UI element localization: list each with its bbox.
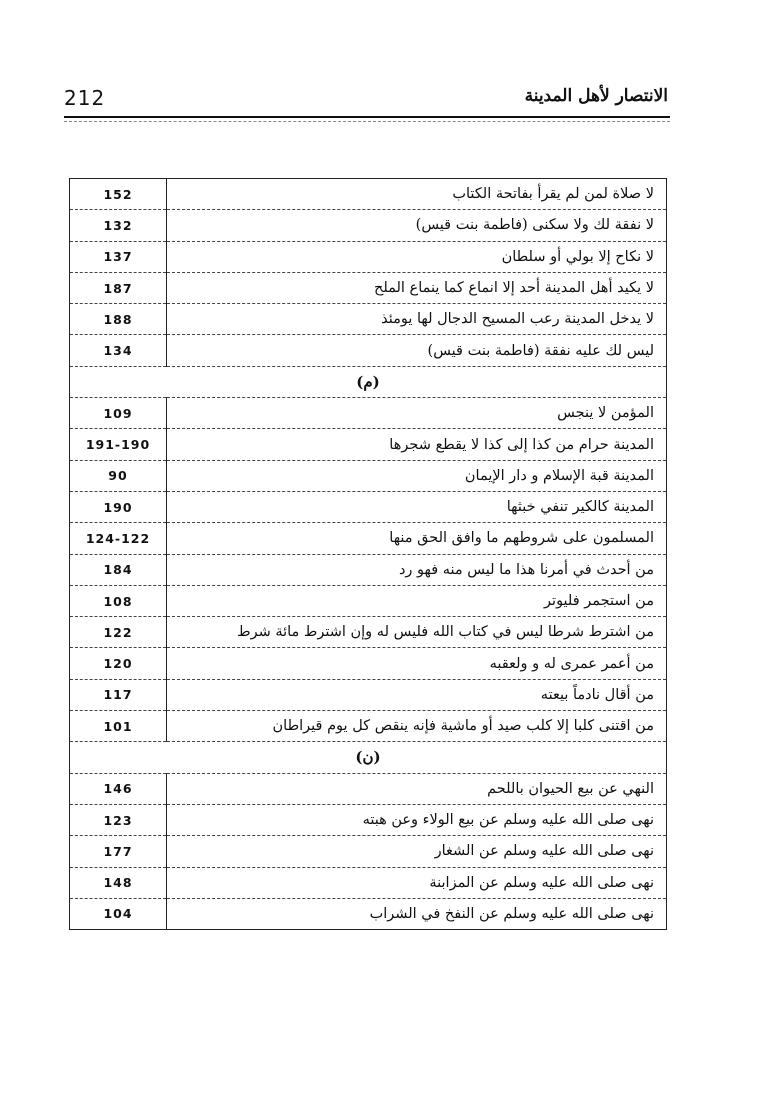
entry-page-number: 152: [70, 179, 167, 210]
entry-hadith-text: المدينة كالكير تنفي خبثها: [167, 491, 667, 522]
entry-page-number: 184: [70, 554, 167, 585]
entry-page-number: 187: [70, 272, 167, 303]
section-letter: (ن): [70, 742, 667, 773]
entry-page-number: 190: [70, 491, 167, 522]
header-rule: [64, 116, 670, 118]
index-entry-row: [70, 836, 667, 867]
header-rule-secondary: [64, 121, 670, 122]
section-heading-row: [70, 366, 667, 397]
section-letter: (م): [70, 366, 667, 397]
entry-hadith-text: لا يكيد أهل المدينة أحد إلا انماع كما ينماع الملح: [167, 272, 667, 303]
entry-hadith-text: لا نكاح إلا بولي أو سلطان: [167, 241, 667, 272]
entry-hadith-text: من اشترط شرطا ليس في كتاب الله فليس له وإن اشترط مائة شرط: [167, 617, 667, 648]
index-entry-row: [70, 460, 667, 491]
index-entry-row: [70, 241, 667, 272]
entry-page-number: 134: [70, 335, 167, 366]
entry-hadith-text: المؤمن لا ينجس: [167, 398, 667, 429]
section-heading-row: [70, 742, 667, 773]
entry-page-number: 120: [70, 648, 167, 679]
entry-hadith-text: لا يدخل المدينة رعب المسيح الدجال لها يومئذ: [167, 304, 667, 335]
index-entry-row: [70, 898, 667, 929]
entry-hadith-text: نهى صلى الله عليه وسلم عن بيع الولاء وعن هبته: [167, 804, 667, 835]
entry-page-number: 90: [70, 460, 167, 491]
entry-hadith-text: من أحدث في أمرنا هذا ما ليس منه فهو رد: [167, 554, 667, 585]
entry-hadith-text: المدينة حرام من كذا إلى كذا لا يقطع شجرها: [167, 429, 667, 460]
entry-page-number: 132: [70, 210, 167, 241]
page-header: [64, 86, 668, 112]
entry-page-number: 177: [70, 836, 167, 867]
entry-page-number: 108: [70, 585, 167, 616]
entry-page-number: 104: [70, 898, 167, 929]
entry-page-number: 146: [70, 773, 167, 804]
entry-page-number: 117: [70, 679, 167, 710]
entry-hadith-text: لا نفقة لك ولا سكنى (فاطمة بنت قيس): [167, 210, 667, 241]
index-entry-row: [70, 617, 667, 648]
entry-hadith-text: من أعمر عمرى له و ولعقبه: [167, 648, 667, 679]
page-number: 212: [64, 86, 106, 110]
entry-page-number: 148: [70, 867, 167, 898]
entry-page-number: 109: [70, 398, 167, 429]
index-entry-row: [70, 335, 667, 366]
entry-hadith-text: من أقال نادماً بيعته: [167, 679, 667, 710]
index-entry-row: [70, 398, 667, 429]
entry-page-number: 101: [70, 711, 167, 742]
index-entry-row: [70, 648, 667, 679]
entry-hadith-text: نهى صلى الله عليه وسلم عن المزابنة: [167, 867, 667, 898]
index-entry-row: [70, 804, 667, 835]
index-entry-row: [70, 523, 667, 554]
index-entry-row: [70, 429, 667, 460]
index-entry-row: [70, 679, 667, 710]
entry-hadith-text: ليس لك عليه نفقة (فاطمة بنت قيس): [167, 335, 667, 366]
entry-hadith-text: نهى صلى الله عليه وسلم عن النفخ في الشراب: [167, 898, 667, 929]
hadith-index-table: [69, 178, 667, 930]
entry-page-number: 122: [70, 617, 167, 648]
entry-page-number: 137: [70, 241, 167, 272]
entry-page-number: 124-122: [70, 523, 167, 554]
entry-hadith-text: نهى صلى الله عليه وسلم عن الشغار: [167, 836, 667, 867]
entry-hadith-text: المدينة قبة الإسلام و دار الإيمان: [167, 460, 667, 491]
entry-page-number: 188: [70, 304, 167, 335]
index-entry-row: [70, 304, 667, 335]
index-entry-row: [70, 210, 667, 241]
entry-hadith-text: من استجمر فليوتر: [167, 585, 667, 616]
index-entry-row: [70, 491, 667, 522]
entry-hadith-text: لا صلاة لمن لم يقرأ بفاتحة الكتاب: [167, 179, 667, 210]
index-entry-row: [70, 773, 667, 804]
index-entry-row: [70, 179, 667, 210]
entry-page-number: 191-190: [70, 429, 167, 460]
entry-page-number: 123: [70, 804, 167, 835]
index-entry-row: [70, 554, 667, 585]
index-entry-row: [70, 585, 667, 616]
book-title: الانتصار لأهل المدينة: [524, 86, 668, 106]
index-entry-row: [70, 711, 667, 742]
entry-hadith-text: النهي عن بيع الحيوان باللحم: [167, 773, 667, 804]
entry-hadith-text: المسلمون على شروطهم ما وافق الحق منها: [167, 523, 667, 554]
entry-hadith-text: من اقتنى كلبا إلا كلب صيد أو ماشية فإنه ينقص كل يوم قيراطان: [167, 711, 667, 742]
index-entry-row: [70, 272, 667, 303]
index-entry-row: [70, 867, 667, 898]
